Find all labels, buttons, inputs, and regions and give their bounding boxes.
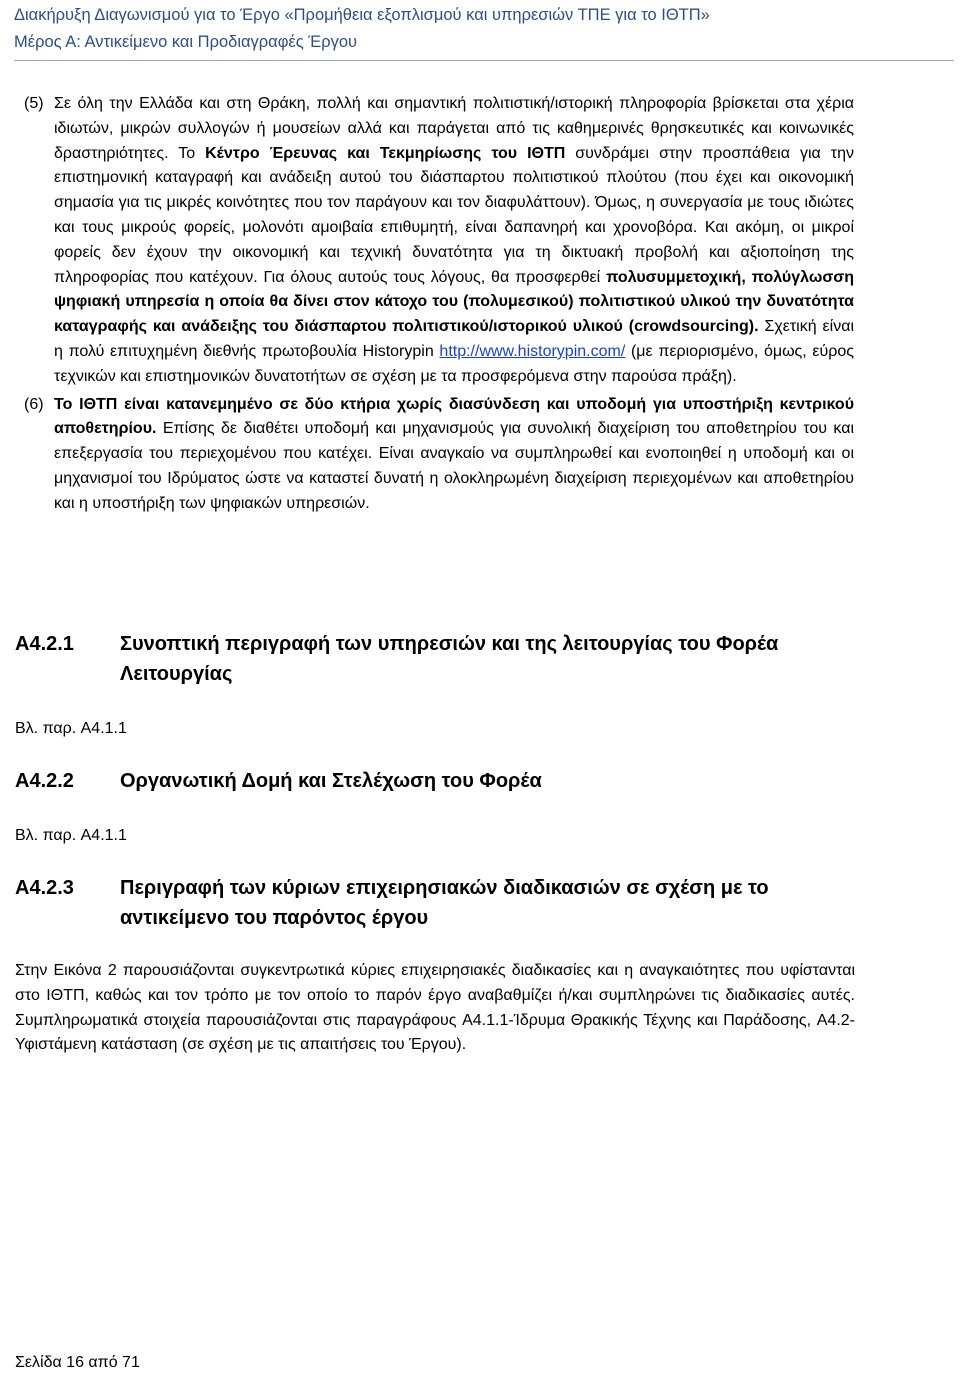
item-number: (5): [24, 95, 44, 112]
section-title: Οργανωτική Δομή και Στελέχωση του Φορέα: [120, 770, 542, 792]
list-item-6: [24, 393, 854, 517]
section-number: A4.2.2: [15, 770, 74, 792]
item-text: [54, 393, 854, 517]
item-text-segment: (με περιορισμένο, όμως, εύρος τεχνικών και επιστημονικών δυνατοτήτων σε σχέση με τα προσφερόμενα στην παρούσα πράξη).: [54, 342, 854, 385]
section-heading-a422: [15, 766, 855, 796]
section-title: Συνοπτική περιγραφή των υπηρεσιών και της λειτουργίας του Φορέα Λειτουργίας: [120, 633, 779, 685]
item-text-segment: Σε όλη την Ελλάδα και στη Θράκη, πολλή και σημαντική πολιτιστική/ιστορική πληροφορία βρίσκεται στα χέρια ιδιωτών, μικρών συλλογών ή μουσείων αλλά και παράγεται από τις καθημερινές θρησκευτικές και κοινωνικές δραστηριότητες. Το: [54, 95, 854, 162]
list-item-5: [24, 92, 854, 390]
item-text-segment: Επίσης δε διαθέτει υποδομή και μηχανισμούς για συνολική διαχείριση του αποθετηρίου του και επεξεργασία του περιεχομένου που κατέχει. Είναι αναγκαίο να συμπληρωθεί και ενοποιηθεί η υποδομή και οι μηχανισμοί του Ιδρύματος ώστε να καταστεί δυνατή η ολοκληρωμένη διαχείριση περιεχομένων και αποθετηρίου και η υποστήριξη των ψηφιακών υπηρεσιών.: [54, 420, 854, 512]
section-reference: Βλ. παρ. A4.1.1: [15, 827, 127, 844]
item-number: (6): [24, 395, 44, 413]
item-bold-text: Κέντρο Έρευνας και Τεκμηρίωσης του ΙΘΤΠ: [205, 144, 566, 162]
section-number: A4.2.3: [15, 877, 74, 899]
item-bold-text: Το ΙΘΤΠ είναι κατανεμημένο σε δύο κτήρια χωρίς διασύνδεση και υποδομή για υποστήριξη κεντρικού αποθετηρίου.: [54, 395, 854, 438]
section-number: A4.2.1: [15, 633, 74, 655]
closing-paragraph: Στην Εικόνα 2 παρουσιάζονται συγκεντρωτικά κύριες επιχειρησιακές διαδικασίες και η αναγκαιότητες που υφίστανται στο ΙΘΤΠ, καθώς και τον τρόπο με τον οποίο το παρόν έργο αναβαθμίζει ή/και συμπληρώνει τις διαδικασίες αυτές. Συμπληρωματικά στοιχεία παρουσιάζονται στις παραγράφους A4.1.1-Ίδρυμα Θρακικής Τέχνης και Παράδοσης, A4.2-Υφιστάμενη κατάσταση (σε σχέση με τις απαιτήσεις του Έργου).: [15, 962, 855, 1054]
header-subtitle: Μέρος Α: Αντικείμενο και Προδιαγραφές Έργου: [14, 33, 358, 51]
section-reference: Βλ. παρ. A4.1.1: [15, 720, 127, 737]
item-text-segment: συνδράμει στην προσπάθεια για την επιστημονική καταγραφή και ανάδειξη αυτού του διάσπαρτου πολιτιστικού πλούτου (που έχει και οικονομική σημασία για τις μικρές κοινότητες που τον παράγουν και τον διαφυλάττουν). Όμως, η συνεργασία με τους ιδιώτες και τους μικρούς φορείς, μολονότι αμοιβαία επιθυμητή, είναι δαπανηρή και χρονοβόρα. Και ακόμη, οι μικροί φορείς δεν έχουν την οικονομική και τεχνική δυνατότητα για τη δικτυακή προβολή και αξιοποίηση της πληροφορίας που κατέχουν. Για όλους αυτούς τους λόγους, θα προσφερθεί: [54, 144, 854, 286]
historypin-link[interactable]: http://www.historypin.com/: [439, 342, 626, 360]
section-heading-a421: [15, 629, 855, 689]
header-title: Διακήρυξη Διαγωνισμού για το Έργο «Προμήθεια εξοπλισμού και υπηρεσιών ΤΠΕ για το ΙΘΤΠ»: [14, 6, 710, 24]
item-text: [54, 92, 854, 390]
header-divider: [14, 60, 954, 61]
document-header: [14, 2, 944, 56]
section-title: Περιγραφή των κύριων επιχειρησιακών διαδικασιών σε σχέση με το αντικείμενο του παρόντος έργου: [120, 877, 769, 929]
item-text-segment: Σχετική είναι η πολύ επιτυχημένη διεθνής πρωτοβουλία Historypin: [54, 318, 855, 360]
page-number: Σελίδα 16 από 71: [15, 1354, 140, 1371]
section-heading-a423: [15, 873, 855, 933]
item-bold-text: πολυσυμμετοχική, πολύγλωσση ψηφιακή υπηρεσία η οποία θα δίνει στον κάτοχο του (πολυμεσικού) πολιτιστικού υλικού την δυνατότητα καταγραφής και ανάδειξης του διάσπαρτου πολιτιστικού/ιστορικού υλικού (crowdsourcing).: [54, 268, 854, 336]
numbered-items: [24, 92, 854, 517]
